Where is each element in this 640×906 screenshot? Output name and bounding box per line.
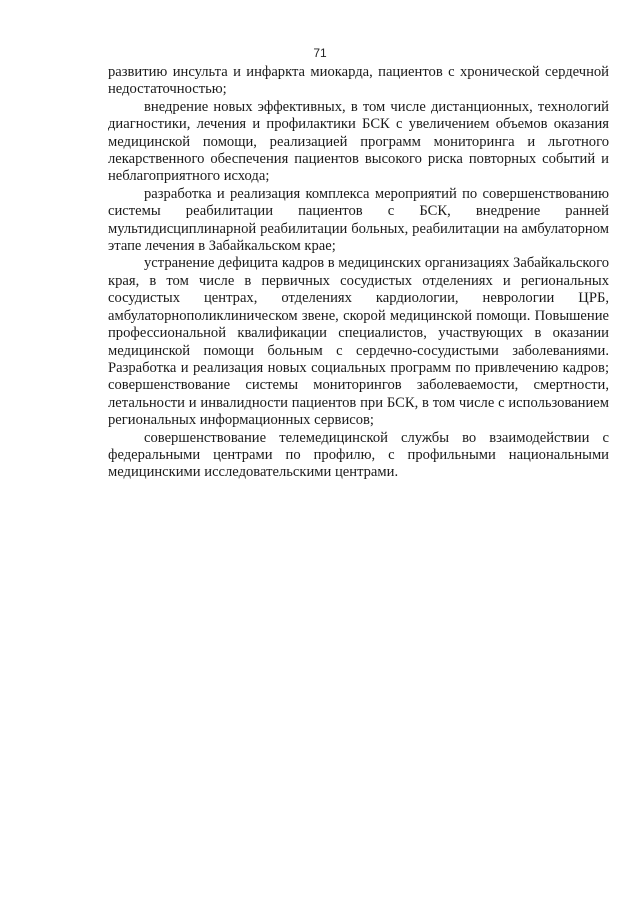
- document-body: [108, 64, 609, 482]
- paragraph-2: внедрение новых эффективных, в том числе дистанционных, технологий диагностики, лечения и профилактики БСК с увеличением объемов оказания медицинской помощи, реализацией программ мониторинга и льготного лекарственного обеспечения пациентов высокого риска повторных событий и неблагоприятного исхода;: [108, 98, 609, 185]
- paragraph-3: разработка и реализация комплекса мероприятий по совершенствованию системы реабилитации пациентов с БСК, внедрение ранней мультидисциплинарной реабилитации больных, реабилитации на амбулаторном этапе лечения в Забайкальском крае;: [108, 185, 609, 255]
- paragraph-4: устранение дефицита кадров в медицинских организациях Забайкальского края, в том числе в первичных сосудистых отделениях и региональных сосудистых центрах, отделениях кардиологии, неврологии ЦРБ, амбулаторнополиклиническом звене, скорой медицинской помощи. Повышение профессиональной квалификации специалистов, участвующих в оказании медицинской помощи больным с сердечно-сосудистыми заболеваниями. Разработка и реализация новых социальных программ по привлечению кадров; совершенствование системы мониторингов заболеваемости, смертности, летальности и инвалидности пациентов при БСК, в том числе с использованием региональных информационных сервисов;: [108, 255, 609, 429]
- page-number: 71: [313, 46, 327, 60]
- paragraph-1: развитию инсульта и инфаркта миокарда, пациентов с хронической сердечной недостаточностью;: [108, 64, 609, 98]
- paragraph-5: совершенствование телемедицинской службы во взаимодействии с федеральными центрами по профилю, с профильными национальными медицинскими исследовательскими центрами.: [108, 429, 609, 481]
